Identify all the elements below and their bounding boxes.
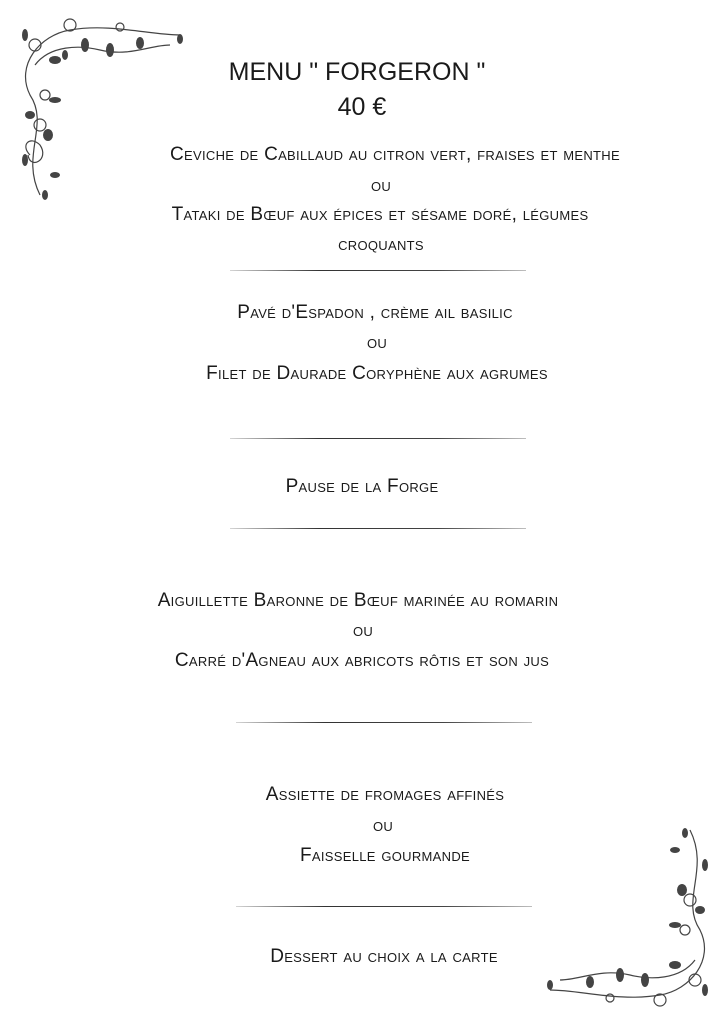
- divider: [236, 906, 532, 907]
- starter-option-1: Ceviche de Cabillaud au citron vert, fraises et menthe: [170, 144, 620, 165]
- pause-course: Pause de la Forge: [285, 476, 439, 497]
- starter-option-2: Tataki de Bœuf aux épices et sésame doré, légumes: [171, 204, 589, 225]
- main-option-1: Aiguillette Baronne de Bœuf marinée au romarin: [157, 590, 559, 611]
- starter-option-2-cont: croquants: [338, 234, 424, 255]
- main-option-2: Carré d'Agneau aux abricots rôtis et son jus: [174, 650, 550, 671]
- fish-option-1: Pavé d'Espadon , crème ail basilic: [237, 302, 513, 323]
- dessert-course: Dessert au choix a la carte: [270, 946, 498, 967]
- menu-price: 40 €: [337, 93, 387, 121]
- cheese-option-1: Assiette de fromages affinés: [265, 784, 505, 805]
- divider: [230, 270, 526, 271]
- menu-title: MENU " FORGERON ": [228, 58, 486, 86]
- fish-option-2: Filet de Daurade Coryphène aux agrumes: [206, 363, 548, 384]
- or-label: ou: [370, 175, 392, 196]
- or-label: ou: [372, 815, 394, 836]
- or-label: ou: [366, 332, 388, 353]
- divider: [236, 722, 532, 723]
- divider: [230, 528, 526, 529]
- or-label: ou: [352, 620, 374, 641]
- cheese-option-2: Faisselle gourmande: [300, 845, 470, 866]
- divider: [230, 438, 526, 439]
